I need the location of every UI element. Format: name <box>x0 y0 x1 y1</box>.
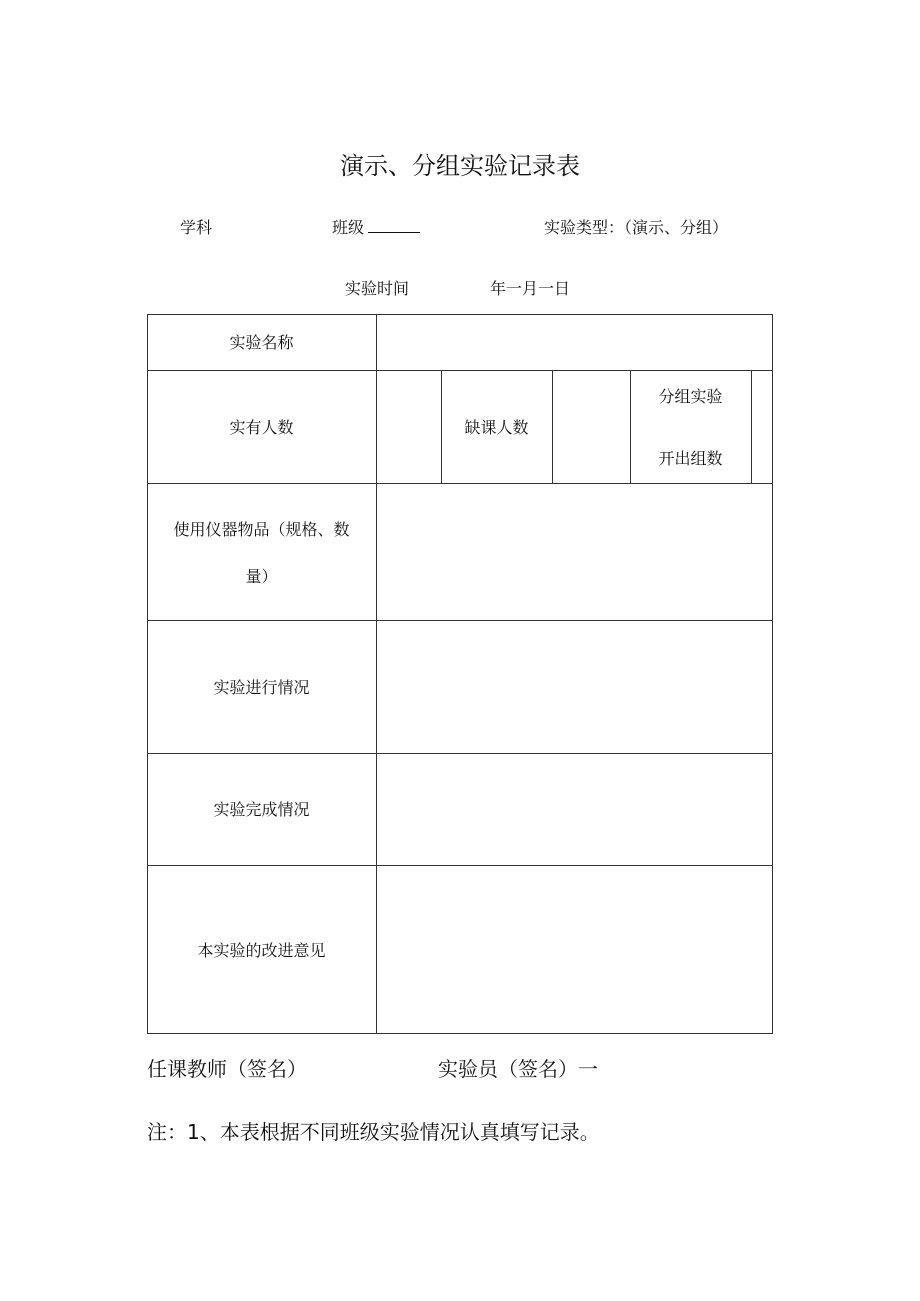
table-column-divider <box>751 370 752 483</box>
completion-label: 实验完成情况 <box>213 800 310 819</box>
table-rule <box>147 620 773 621</box>
table-column-divider <box>552 370 553 483</box>
table-border-bottom <box>147 1033 773 1034</box>
progress-label: 实验进行情况 <box>213 678 310 697</box>
subject-label: 学科 <box>180 218 213 237</box>
experiment-type-label: 实验类型：（演示、分组） <box>544 218 729 237</box>
table-rule <box>147 370 773 371</box>
page-title: 演示、分组实验记录表 <box>340 152 580 180</box>
table-rule <box>147 483 773 484</box>
group-experiment-label: 分组实验 <box>658 387 723 406</box>
experiment-time-label: 实验时间 <box>345 279 410 298</box>
table-border-top <box>147 314 773 315</box>
teacher-signature-label: 任课教师（签名） <box>147 1057 307 1081</box>
table-border-right <box>772 314 773 1034</box>
staff-signature-label: 实验员（签名）一 <box>438 1057 598 1081</box>
table-rule <box>147 753 773 754</box>
groups-opened-label: 开出组数 <box>658 449 723 468</box>
instruments-label: 使用仪器物品（规格、数 <box>173 520 350 539</box>
actual-count-label: 实有人数 <box>229 418 294 437</box>
instruments-label-cont: 量） <box>245 567 278 586</box>
date-label: 年一月一日 <box>490 279 571 298</box>
class-label: 班级 <box>332 218 365 237</box>
absent-count-label: 缺课人数 <box>464 418 529 437</box>
class-field <box>332 215 420 238</box>
table-rule <box>147 865 773 866</box>
note-text: 注：1、本表根据不同班级实验情况认真填写记录。 <box>147 1120 600 1144</box>
class-blank-line <box>368 218 420 233</box>
improvement-label: 本实验的改进意见 <box>197 941 326 960</box>
experiment-name-label: 实验名称 <box>229 333 294 352</box>
table-column-divider <box>376 314 377 1034</box>
